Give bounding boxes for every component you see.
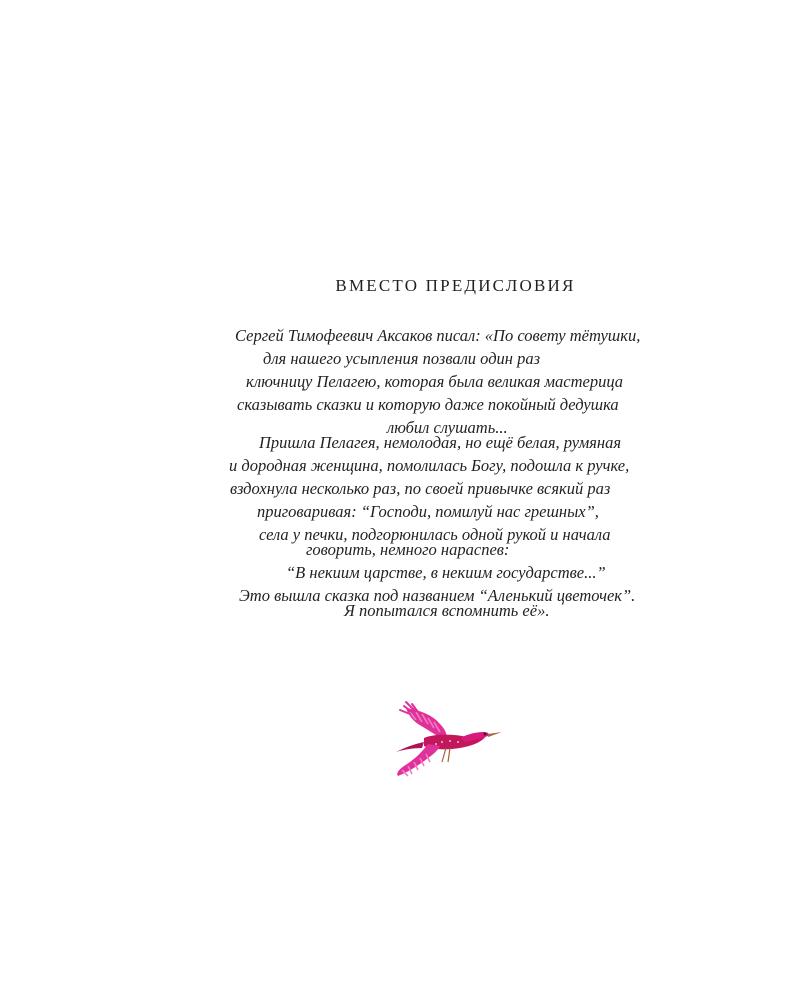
page-heading: ВМЕСТО ПРЕДИСЛОВИЯ (335, 276, 576, 295)
preface-line: ключницу Пелагею, которая была великая мастерица (246, 372, 624, 391)
preface-line: говорить, немного нараспев: (306, 540, 510, 559)
preface-line: Пришла Пелагея, немолодая, но ещё белая, румяная (259, 433, 622, 452)
preface-line: приговаривая: “Господи, помилуй нас грешных”, (257, 502, 599, 521)
preface-line: сказывать сказки и которую даже покойный дедушка (237, 395, 619, 414)
preface-line: любил слушать... (387, 418, 508, 437)
preface-line: “В некиим царстве, в некиим государстве...” (286, 563, 606, 582)
preface-line: села у печки, подгорюнилась одной рукой и начала (259, 525, 611, 544)
preface-line: вздохнула несколько раз, по своей привычке всякий раз (230, 479, 611, 498)
preface-line: Это вышла сказка под названием “Аленький цветочек”. (239, 586, 636, 605)
preface-line: и дородная женщина, помолилась Богу, подошла к ручке, (229, 456, 630, 475)
preface-line: для нашего усыпления позвали один раз (263, 349, 541, 368)
bird-beak (488, 732, 502, 737)
preface-line: Я попытался вспомнить её». (344, 601, 550, 620)
flying-bird-illustration (388, 700, 504, 780)
preface-line: Сергей Тимофеевич Аксаков писал: «По совету тётушки, (235, 326, 641, 345)
